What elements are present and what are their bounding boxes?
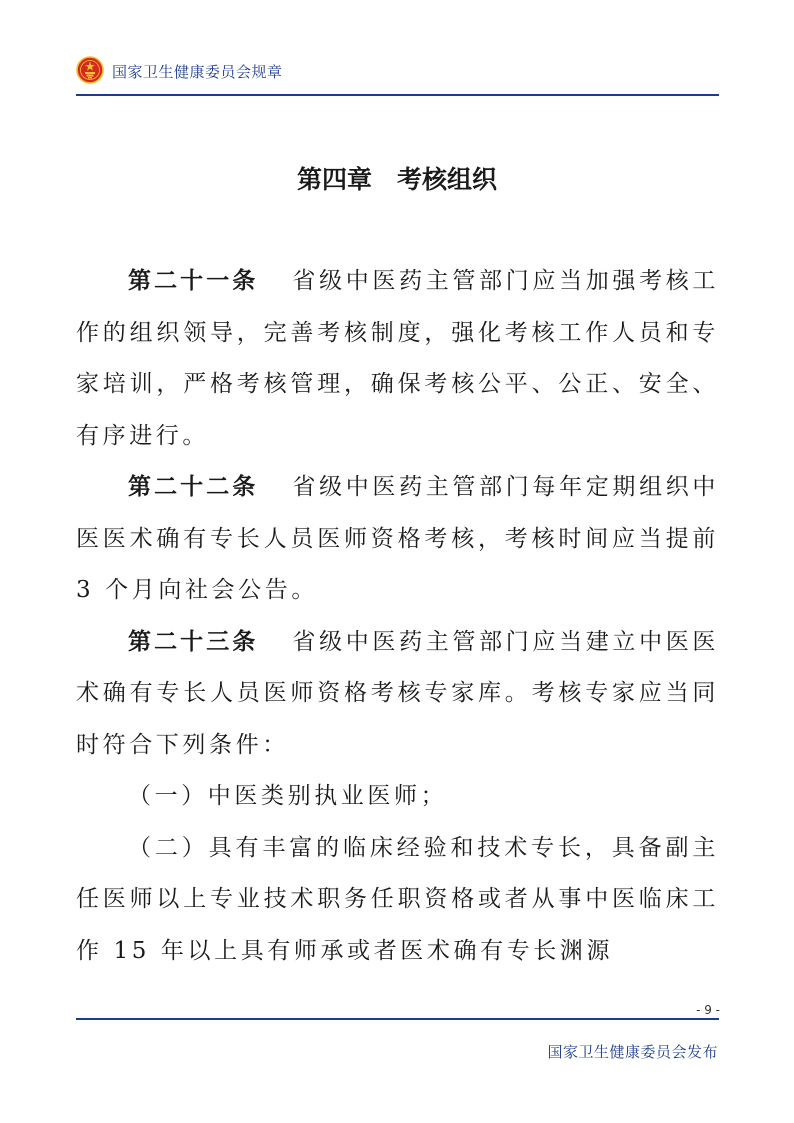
article-text: 省级中医药主管部门应当加强考核工作的组织领导，完善考核制度，强化考核工作人员和专家培训，严格考核管理，确保考核公平、公正、安全、有序进行。 xyxy=(76,268,720,449)
list-item: （一）中医类别执业医师； xyxy=(128,783,448,809)
header-divider xyxy=(76,94,719,96)
article-22 xyxy=(76,462,719,617)
chapter-title: 第四章 考核组织 xyxy=(296,165,497,194)
article-21 xyxy=(76,256,719,462)
page-number: - 9 - xyxy=(696,1003,720,1017)
article-label: 第二十三条 xyxy=(128,628,259,655)
footer-divider xyxy=(76,1018,719,1020)
article-23 xyxy=(76,617,719,772)
article-text: 省级中医药主管部门每年定期组织中医医术确有专长人员医师资格考核，考核时间应当提前 3 个月向社会公告。 xyxy=(76,474,720,603)
list-item: （二）具有丰富的临床经验和技术专长，具备副主任医师以上专业技术职务任职资格或者从事中医临床工作 15 年以上具有师承或者医术确有专长渊源 xyxy=(76,834,719,964)
article-label: 第二十一条 xyxy=(128,268,259,294)
national-emblem-icon xyxy=(76,56,104,84)
article-label: 第二十二条 xyxy=(128,474,259,500)
page-header xyxy=(76,56,719,94)
footer-publisher: 国家卫生健康委员会发布 xyxy=(547,1043,718,1061)
article-text: 省级中医药主管部门应当建立中医医术确有专长人员医师资格考核专家库。考核专家应当同时符合下列条件： xyxy=(76,628,720,758)
header-title: 国家卫生健康委员会规章 xyxy=(112,63,283,81)
document-body xyxy=(76,256,719,977)
